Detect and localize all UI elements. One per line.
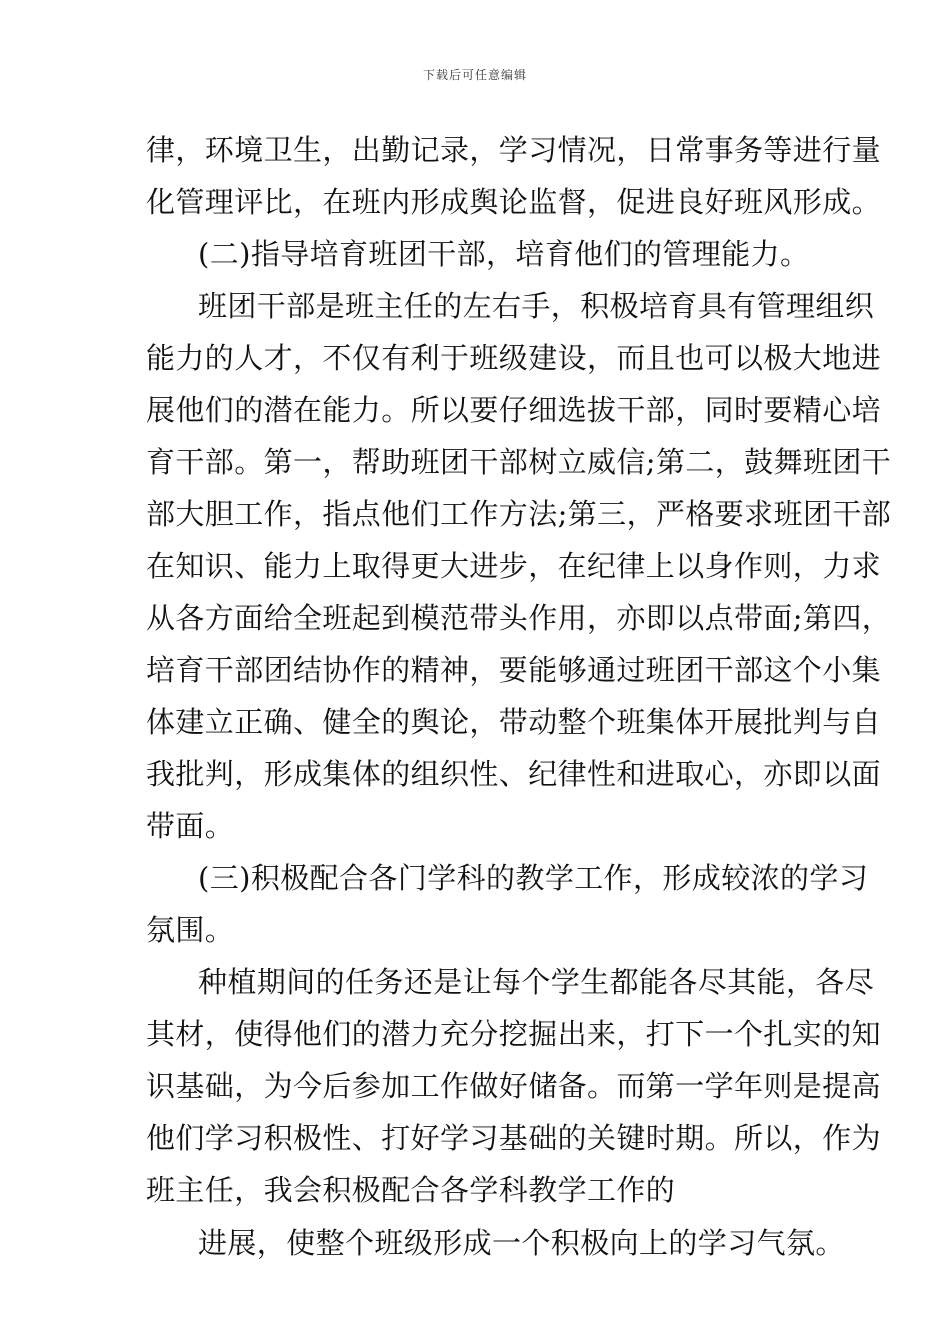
text-line: 在知识、能力上取得更大进步，在纪律上以身作则，力求 bbox=[146, 549, 882, 583]
body-text bbox=[146, 124, 892, 1270]
text-line: 我批判，形成集体的组织性、纪律性和进取心，亦即以面 bbox=[146, 757, 882, 791]
paragraph-start: 班团干部是班主任的左右手，积极培育具有管理组织 bbox=[198, 289, 875, 323]
text-line: 育干部。第一，帮助班团干部树立威信;第二，鼓舞班团干 bbox=[146, 445, 892, 479]
text-line: 律，环境卫生，出勤记录，学习情况，日常事务等进行量 bbox=[146, 133, 882, 167]
text-line: 能力的人才，不仅有利于班级建设，而且也可以极大地进 bbox=[146, 341, 882, 375]
text-line: 他们学习积极性、打好学习基础的关键时期。所以，作为 bbox=[146, 1121, 882, 1155]
paragraph-start: 种植期间的任务还是让每个学生都能各尽其能，各尽 bbox=[198, 965, 875, 999]
section-heading: (三)积极配合各门学科的教学工作，形成较浓的学习 bbox=[198, 861, 869, 895]
text-line: 展他们的潜在能力。所以要仔细选拔干部，同时要精心培 bbox=[146, 393, 882, 427]
text-line: 从各方面给全班起到模范带头作用，亦即以点带面;第四， bbox=[146, 601, 892, 635]
text-line: 识基础，为今后参加工作做好储备。而第一学年则是提高 bbox=[146, 1069, 882, 1103]
text-line: 其材，使得他们的潜力充分挖掘出来，打下一个扎实的知 bbox=[146, 1017, 882, 1051]
text-line: 班主任，我会积极配合各学科教学工作的 bbox=[146, 1173, 676, 1207]
paragraph-start: 进展，使整个班级形成一个积极向上的学习气氛。 bbox=[198, 1226, 845, 1260]
text-line: 体建立正确、健全的舆论，带动整个班集体开展批判与自 bbox=[146, 705, 882, 739]
header-note: 下载后可任意编辑 bbox=[422, 68, 527, 82]
text-line: 化管理评比，在班内形成舆论监督，促进良好班风形成。 bbox=[146, 185, 882, 219]
text-line: 氛围。 bbox=[146, 913, 235, 947]
text-line: 部大胆工作，指点他们工作方法;第三，严格要求班团干部 bbox=[146, 497, 892, 531]
text-line: 培育干部团结协作的精神，要能够通过班团干部这个小集 bbox=[146, 653, 882, 687]
text-line: 带面。 bbox=[146, 809, 235, 843]
section-heading: (二)指导培育班团干部，培育他们的管理能力。 bbox=[198, 237, 810, 271]
